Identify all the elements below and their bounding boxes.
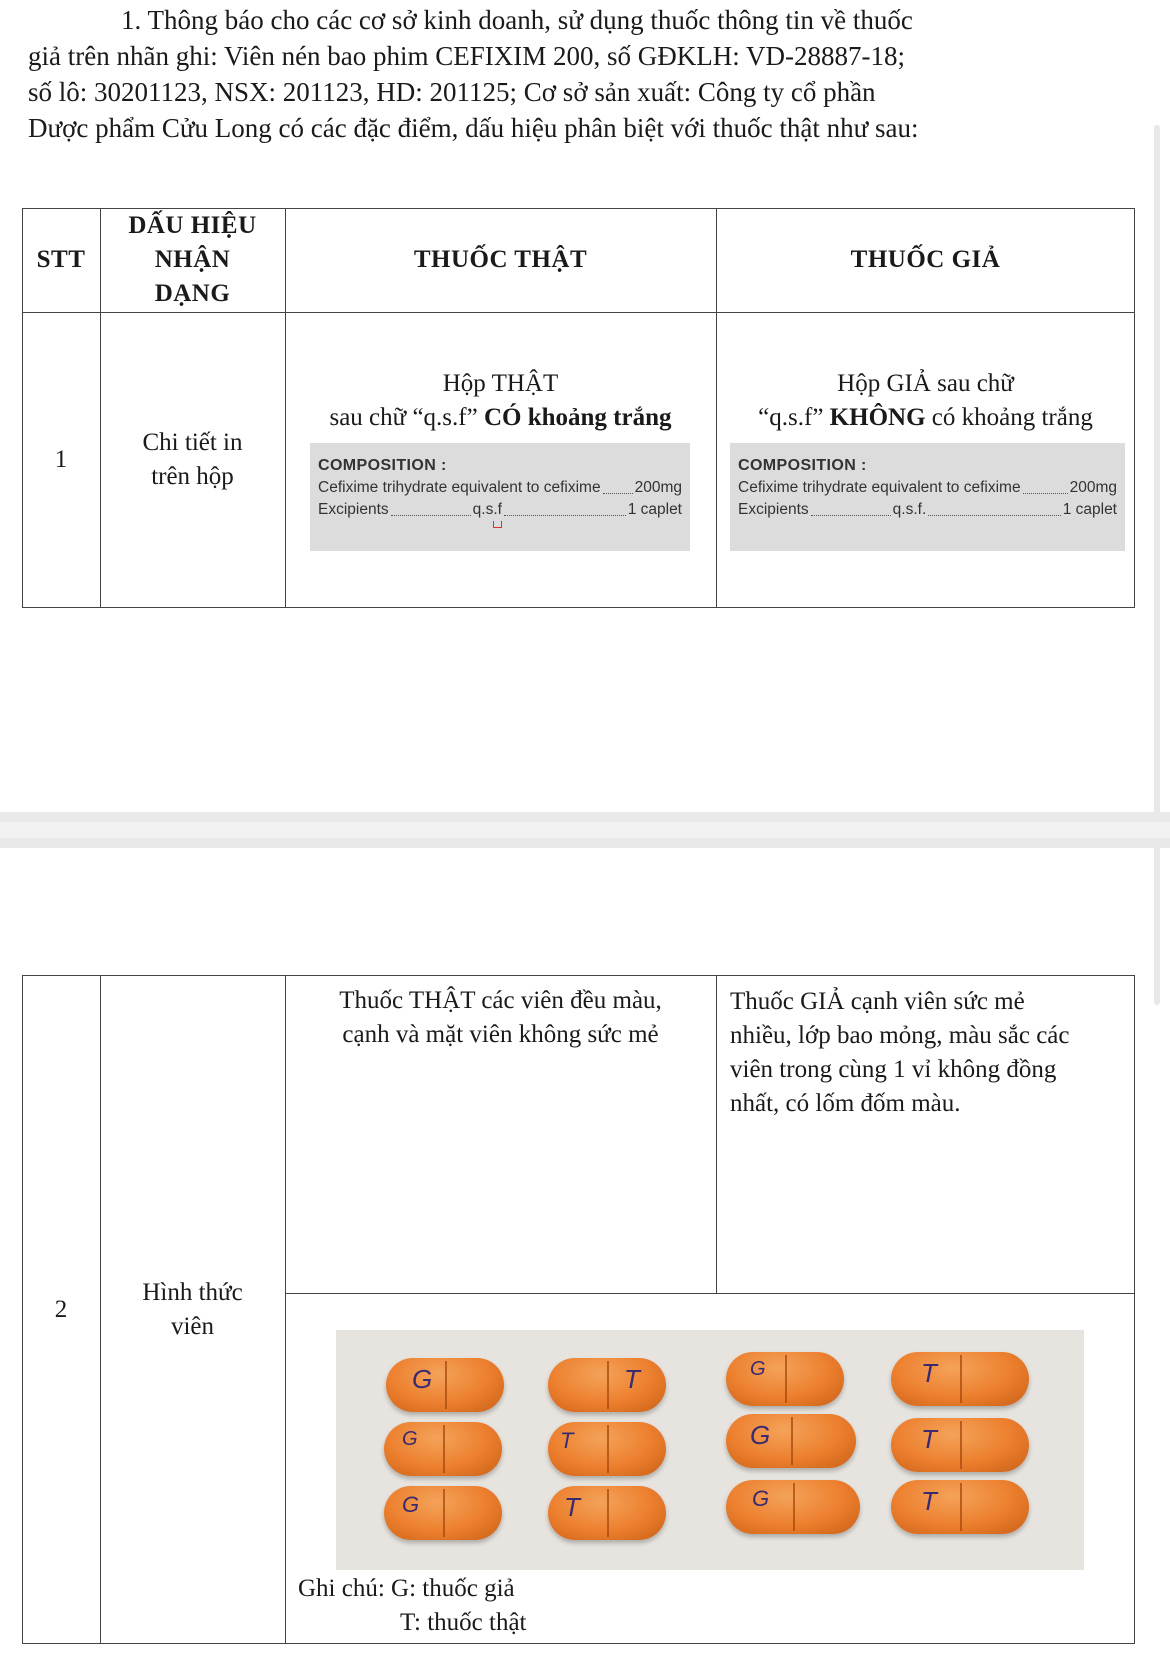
intro-line-4: Dược phẩm Cửu Long có các đặc điểm, dấu hiệu phân biệt với thuốc thật như sau:: [28, 113, 919, 143]
pill-mark: G: [750, 1420, 771, 1450]
label-fake-l2-right: 1 caplet: [1062, 501, 1117, 518]
scrollbar[interactable]: [1154, 125, 1160, 1005]
row1-fake-text: [716, 366, 1135, 436]
photo-note-line-2: T: thuốc thật: [400, 1609, 527, 1636]
row1-stt: 1: [54, 446, 68, 473]
label-fake-line-1: [738, 477, 1117, 499]
pill: [726, 1480, 860, 1534]
label-real-l2-mid: q.s.f: [472, 501, 502, 518]
row1-fake-line-1: Hộp GIẢ sau chữ: [837, 370, 1014, 397]
pill-mark: G: [752, 1486, 770, 1511]
pill-photo: [336, 1330, 1084, 1570]
pill-mark: T: [921, 1358, 937, 1388]
row1-sign-line-2: trên hộp: [151, 463, 234, 490]
row1-sign-line-1: Chi tiết in: [142, 429, 243, 456]
label-real-l2-right: 1 caplet: [627, 501, 682, 518]
pill: [726, 1414, 856, 1468]
pill: [384, 1486, 502, 1540]
row1-sign: [100, 420, 285, 500]
row1-real-line-2-bold: CÓ khoảng trắng: [483, 404, 672, 431]
pill-mark: T: [564, 1492, 580, 1522]
pill: [726, 1352, 844, 1406]
row1-real-line-2-pre: sau chữ “q.s.f”: [329, 404, 484, 431]
row1-fake-line-2-bold: KHÔNG: [829, 404, 926, 431]
row2-sign: [100, 1273, 285, 1347]
row2-stt: 2: [54, 1296, 68, 1323]
label-real-l1-right: 200mg: [634, 479, 682, 496]
red-space-mark: [493, 521, 502, 528]
pill: [548, 1358, 666, 1412]
header-stt: STT: [36, 246, 86, 273]
label-fake-l1-right: 200mg: [1069, 479, 1117, 496]
pill-mark: T: [921, 1486, 937, 1516]
intro-line-1: 1. Thông báo cho các cơ sở kinh doanh, sử dụng thuốc thông tin về thuốc: [121, 5, 913, 35]
label-real-line-2: [318, 499, 682, 521]
pill: [386, 1358, 504, 1412]
pill-mark: G: [412, 1364, 433, 1394]
row2-fake-line-4: nhất, có lốm đốm màu.: [730, 1090, 961, 1117]
pill-mark: G: [750, 1358, 766, 1380]
label-fake-line-2: [738, 499, 1117, 521]
header-sign-line-3: DẠNG: [154, 280, 231, 307]
header-real: THUỐC THẬT: [413, 246, 588, 273]
row1-fake-line-2: [758, 401, 1093, 435]
header-fake: THUỐC GIẢ: [850, 246, 1001, 273]
row2-sign-line-2: viên: [170, 1313, 215, 1340]
row1-real-text: [285, 366, 716, 436]
label-image-real: [310, 443, 690, 551]
row2-fake-text: [730, 978, 1130, 1128]
pill-mark: G: [402, 1492, 420, 1517]
pill: [891, 1480, 1029, 1534]
intro-line-2: giả trên nhãn ghi: Viên nén bao phim CEFIXIM 200, số GĐKLH: VD-28887-18;: [28, 41, 906, 71]
pill-mark: G: [402, 1428, 418, 1450]
pill: [548, 1486, 666, 1540]
pill: [891, 1352, 1029, 1406]
pill: [548, 1422, 666, 1476]
photo-note-line-1: Ghi chú: G: thuốc giả: [298, 1575, 515, 1602]
label-fake-l2-mid: q.s.f.: [892, 501, 927, 518]
label-real-l1-left: Cefixime trihydrate equivalent to cefixime: [318, 479, 601, 496]
header-sign: [100, 208, 285, 312]
label-image-fake: [730, 443, 1125, 551]
pill: [891, 1418, 1029, 1472]
intro-line-3: số lô: 30201123, NSX: 201123, HD: 201125; Cơ sở sản xuất: Công ty cổ phần: [28, 77, 876, 107]
row1-fake-line-2-post: có khoảng trắng: [925, 404, 1093, 431]
label-real-l2-left: Excipients: [318, 501, 389, 518]
header-sign-line-1: DẤU HIỆU: [128, 212, 257, 239]
row1-fake-line-2-pre: “q.s.f”: [758, 404, 830, 431]
row2-fake-line-3: viên trong cùng 1 vỉ không đồng: [730, 1056, 1057, 1083]
pill: [384, 1422, 502, 1476]
row2-fake-line-2: nhiều, lớp bao mỏng, màu sắc các: [730, 1022, 1070, 1049]
row2-fake-line-1: Thuốc GIẢ cạnh viên sức mẻ: [730, 988, 1025, 1015]
label-fake-l1-left: Cefixime trihydrate equivalent to cefixime: [738, 479, 1021, 496]
row1-real-line-1: Hộp THẬT: [442, 370, 559, 397]
label-real-line-1: [318, 477, 682, 499]
row2-real-line-2: cạnh và mặt viên không sức mẻ: [342, 1021, 659, 1048]
row1-real-line-2: [329, 401, 671, 435]
pill-mark: T: [560, 1428, 574, 1453]
label-fake-title: COMPOSITION :: [738, 457, 867, 474]
label-real-title: COMPOSITION :: [318, 457, 447, 474]
header-sign-line-2: NHẬN: [154, 246, 231, 273]
intro-paragraph: [28, 2, 1138, 146]
row2-sign-line-1: Hình thức: [142, 1279, 243, 1306]
label-fake-l2-left: Excipients: [738, 501, 809, 518]
pill-mark: T: [624, 1364, 640, 1394]
pill-mark: T: [921, 1424, 937, 1454]
row2-real-line-1: Thuốc THẬT các viên đều màu,: [339, 987, 662, 1014]
row2-real-text: [285, 978, 716, 1058]
